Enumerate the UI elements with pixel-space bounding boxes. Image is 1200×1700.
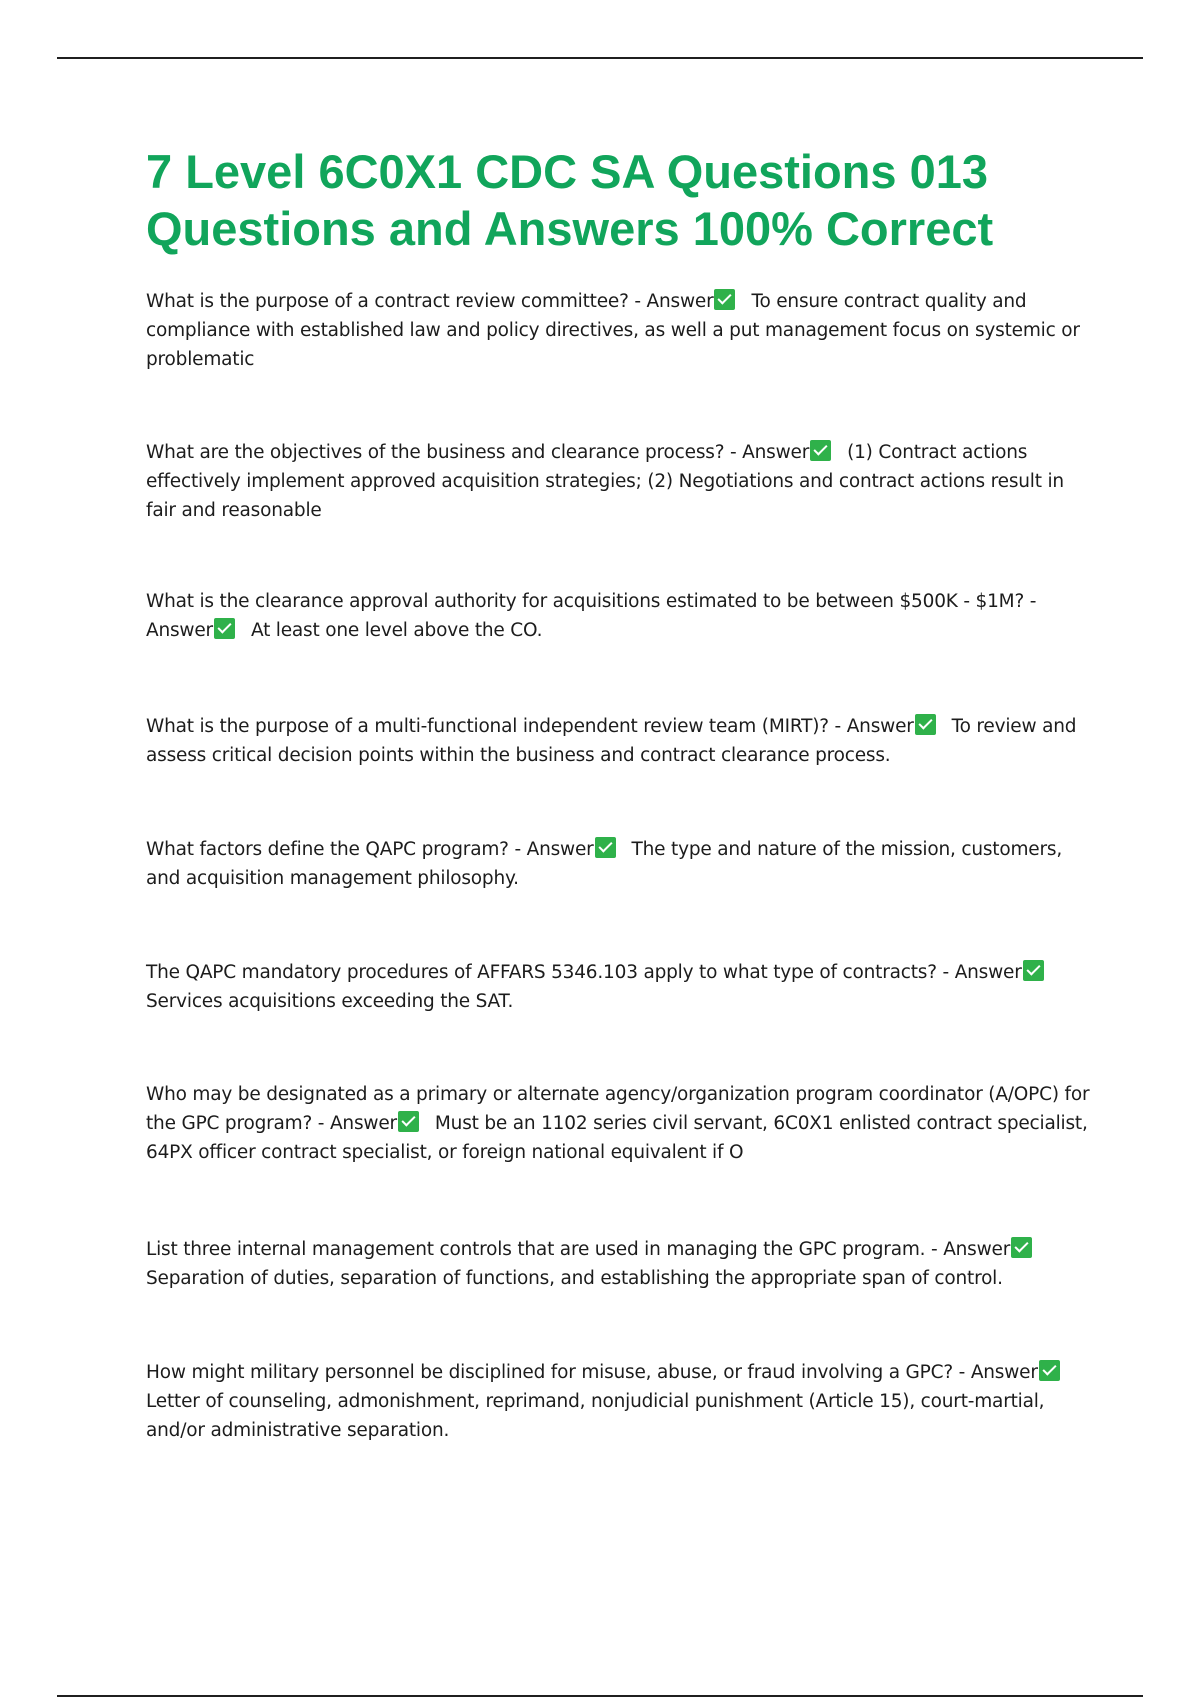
- header-rule: [57, 57, 1143, 59]
- qa-item-4: [146, 712, 1096, 770]
- question-text: How might military personnel be disciplined for misuse, abuse, or fraud involving a GPC? -: [146, 1362, 971, 1383]
- question-text: Who may be designated as a primary or alternate agency/organization program coordinator (A/OPC) for the GPC program? -: [146, 1084, 1090, 1134]
- check-mark-icon: [810, 440, 831, 461]
- answer-text: Must be an 1102 series civil servant, 6C0X1 enlisted contract specialist, 64PX officer contract specialist, or foreign national equivalent if O: [146, 1113, 1088, 1163]
- answer-text: To ensure contract quality and compliance with established law and policy directives, as well a put management focus on systemic or problematic: [146, 291, 1080, 370]
- answer-marker: Answer: [526, 839, 594, 860]
- answer-marker: Answer: [329, 1113, 397, 1134]
- qa-item-5: [146, 835, 1096, 893]
- question-text: List three internal management controls that are used in managing the GPC program. -: [146, 1239, 944, 1260]
- answer-text: At least one level above the CO.: [250, 620, 543, 641]
- question-text: What is the purpose of a multi-functional independent review team (MIRT)? -: [146, 716, 847, 737]
- answer-marker: Answer: [846, 716, 914, 737]
- check-mark-icon: [1011, 1237, 1032, 1258]
- qa-item-9: [146, 1358, 1096, 1445]
- qa-item-1: [146, 287, 1096, 374]
- answer-text: To review and assess critical decision points within the business and contract clearance process.: [146, 716, 1077, 766]
- answer-text: (1) Contract actions effectively implement approved acquisition strategies; (2) Negotiations and contract actions result in fair and reasonable: [146, 442, 1064, 521]
- answer-marker: Answer: [742, 442, 810, 463]
- question-text: What factors define the QAPC program? -: [146, 839, 527, 860]
- check-mark-icon: [214, 618, 235, 639]
- check-mark-icon: [714, 289, 735, 310]
- check-mark-icon: [595, 837, 616, 858]
- answer-marker: Answer: [146, 620, 213, 641]
- question-text: What is the clearance approval authority for acquisitions estimated to be between $500K - $1M? -: [146, 591, 1037, 612]
- answer-marker: Answer: [954, 962, 1022, 983]
- question-text: What is the purpose of a contract review committee? -: [146, 291, 647, 312]
- answer-text: Letter of counseling, admonishment, reprimand, nonjudicial punishment (Article 15), court-martial, and/or administrative separation.: [146, 1391, 1045, 1441]
- qa-item-2: [146, 438, 1096, 525]
- question-text: What are the objectives of the business and clearance process? -: [146, 442, 743, 463]
- qa-item-3: [146, 587, 1096, 645]
- answer-text: The type and nature of the mission, customers, and acquisition management philosophy.: [146, 839, 1063, 889]
- check-mark-icon: [398, 1111, 419, 1132]
- answer-marker: Answer: [970, 1362, 1038, 1383]
- check-mark-icon: [1039, 1360, 1060, 1381]
- qa-item-6: [146, 958, 1096, 1016]
- footer-rule: [57, 1695, 1143, 1697]
- qa-item-7: [146, 1080, 1096, 1167]
- qa-item-8: [146, 1235, 1096, 1293]
- document-title: 7 Level 6C0X1 CDC SA Questions 013 Questions and Answers 100% Correct: [146, 145, 994, 255]
- answer-text: Services acquisitions exceeding the SAT.: [146, 991, 514, 1012]
- question-text: The QAPC mandatory procedures of AFFARS 5346.103 apply to what type of contracts? -: [146, 962, 955, 983]
- check-mark-icon: [915, 714, 936, 735]
- check-mark-icon: [1023, 960, 1044, 981]
- answer-text: Separation of duties, separation of functions, and establishing the appropriate span of control.: [146, 1268, 1003, 1289]
- answer-marker: Answer: [646, 291, 714, 312]
- answer-marker: Answer: [943, 1239, 1011, 1260]
